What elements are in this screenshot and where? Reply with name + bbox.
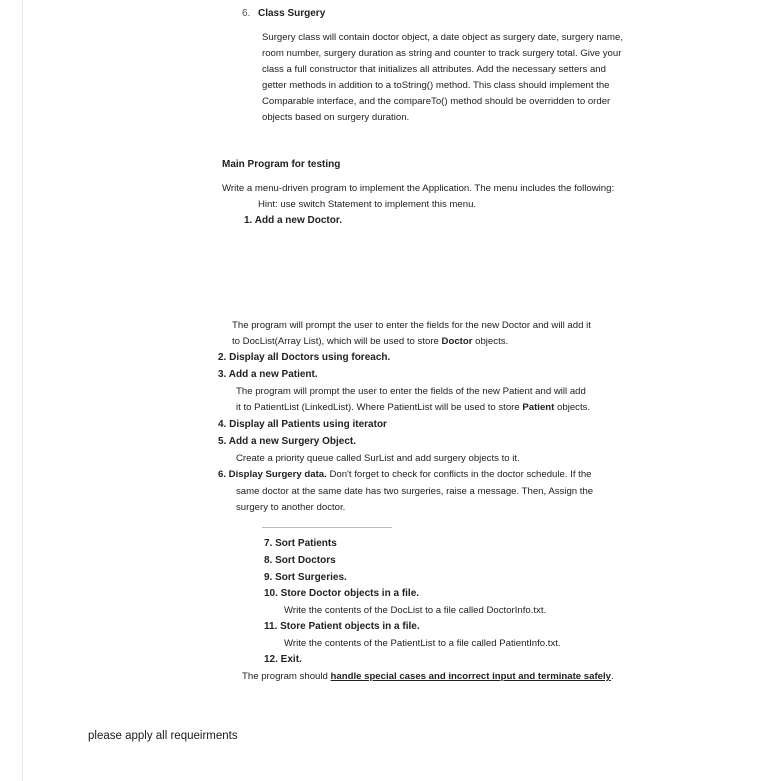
text-run: it to PatientList (LinkedList). Where PatientList will be used to store xyxy=(236,402,523,413)
section-heading: Class Surgery xyxy=(258,8,326,19)
patient-file-description: Write the contents of the PatientList to a file called PatientInfo.txt. xyxy=(284,638,561,649)
menu-item-4: 4. Display all Patients using iterator xyxy=(218,419,387,430)
surgery-description-line: room number, surgery duration as string and counter to track surgery total. Give your xyxy=(262,48,622,59)
menu-item-10: 10. Store Doctor objects in a file. xyxy=(264,588,420,599)
text-run: objects. xyxy=(472,336,509,347)
closing-requirement xyxy=(242,669,614,685)
surgery-description-line: Surgery class will contain doctor object, a date object as surgery date, surgery name, xyxy=(262,32,624,43)
cropped-text-remnant xyxy=(262,527,392,528)
main-program-hint: Hint: use switch Statement to implement this menu. xyxy=(258,199,477,210)
menu-item-3: 3. Add a new Patient. xyxy=(218,369,318,380)
surgery-queue-description: Create a priority queue called SurList and add surgery objects to it. xyxy=(236,453,520,464)
menu-item-1: 1. Add a new Doctor. xyxy=(244,215,342,226)
patient-keyword: Patient xyxy=(522,402,555,413)
surgery-description-line: objects based on surgery duration. xyxy=(262,112,410,123)
main-program-intro: Write a menu-driven program to implement the Application. The menu includes the following: xyxy=(222,183,615,194)
doctor-file-description: Write the contents of the DocList to a file called DoctorInfo.txt. xyxy=(284,605,547,616)
menu-item-5: 5. Add a new Surgery Object. xyxy=(218,436,356,447)
menu-item-6 xyxy=(218,467,592,483)
closing-emphasis: handle special cases and incorrect input and terminate safely xyxy=(330,671,611,682)
menu-item-2: 2. Display all Doctors using foreach. xyxy=(218,352,391,363)
surgery-description-line: Comparable interface, and the compareTo() method should be overridden to order xyxy=(262,96,611,107)
text-run: to DocList(Array List), which will be used to store xyxy=(232,336,442,347)
menu-item-6-label: 6. Display Surgery data. xyxy=(218,469,327,480)
main-program-heading: Main Program for testing xyxy=(222,159,341,170)
menu-item-11: 11. Store Patient objects in a file. xyxy=(264,621,420,632)
text-run: objects. xyxy=(554,402,591,413)
menu-item-9: 9. Sort Surgeries. xyxy=(264,572,347,583)
doctor-keyword: Doctor xyxy=(441,336,473,347)
menu-item-7: 7. Sort Patients xyxy=(264,538,337,549)
conflict-description-line: same doctor at the same date has two surgeries, raise a message. Then, Assign the xyxy=(236,486,594,497)
surgery-description xyxy=(262,30,623,126)
menu-item-8: 8. Sort Doctors xyxy=(264,555,336,566)
doctor-description-line xyxy=(232,334,508,350)
conflict-description-line: surgery to another doctor. xyxy=(236,502,346,513)
section-number: 6. xyxy=(242,8,251,19)
text-run: . xyxy=(610,671,614,682)
surgery-description-line: getter methods in addition to a toString() method. This class should implement the xyxy=(262,80,610,91)
surgery-description-line: class a full constructor that initializes all attributes. Add the necessary setters and xyxy=(262,64,606,75)
menu-item-12: 12. Exit. xyxy=(264,654,302,665)
doctor-description-line: The program will prompt the user to enter the fields for the new Doctor and will add it xyxy=(232,320,591,331)
text-run: Don't forget to check for conflicts in the doctor schedule. If the xyxy=(326,469,592,480)
patient-description-line xyxy=(236,400,590,416)
patient-description-line: The program will prompt the user to enter the fields of the new Patient and will add xyxy=(236,386,586,397)
text-run: The program should xyxy=(242,671,331,682)
question-comment: please apply all requeirments xyxy=(88,730,238,742)
